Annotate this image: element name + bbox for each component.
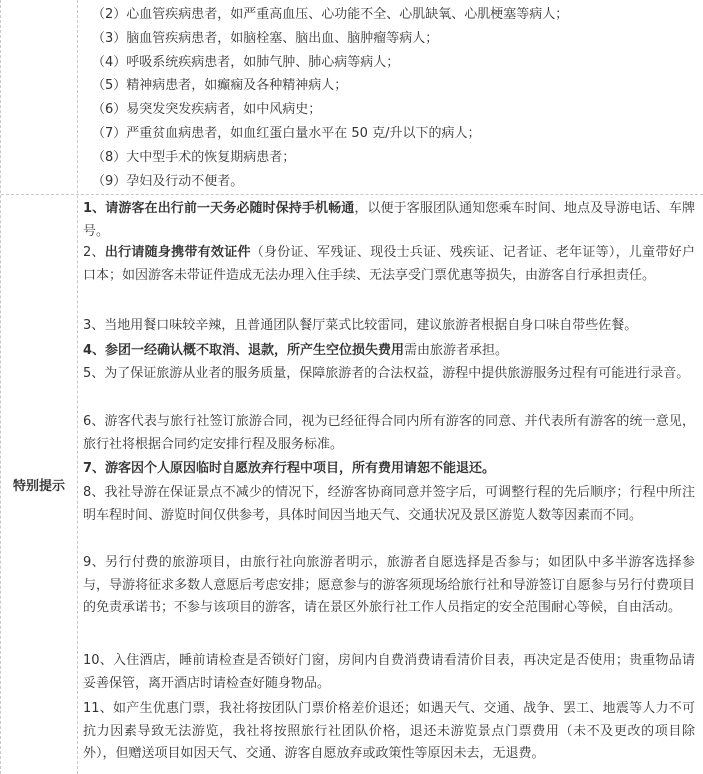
tip-6: 6、游客代表与旅行社签订旅游合同，视为已经征得合同内所有游客的同意、并代表所有游客的统一意见，旅行社将根据合同约定安排行程及服务标准。: [83, 414, 695, 452]
tip-5: 5、为了保证旅游从业者的服务质量，保障旅游者的合法权益，游程中提供旅游服务过程有可能进行录音。: [83, 366, 690, 381]
list-item: （3）脑血管疾病患者，如脑栓塞、脑出血、脑肿瘤等病人；: [92, 31, 439, 46]
list-item: （4）呼吸系统疾病患者，如肺气肿、肺心病等病人；: [92, 55, 400, 70]
tip-11: 11、如产生优惠门票，我社将按团队门票价格差价退还；如遇天气、交通、战争、罢工、地震等人力不可抗力因素导致无法游览，我社将按照旅行社团队价格，退还未游览景点门票费用（未不及更改的项目除外），但赠送项目如因天气、交通、游客自愿放弃或政策性等原因未去，无退费。: [83, 701, 695, 762]
tip-4-text: 需由旅游者承担。: [404, 343, 509, 358]
tip-8: 8、我社导游在保证景点不减少的情况下，经游客协商同意并签字后，可调整行程的先后顺序；行程中所注明车程时间、游览时间仅供参考，具体时间因当地天气、交通状况及景区游览人数等因素而不同。: [83, 485, 695, 523]
list-item: （5）精神病患者，如癫痫及各种精神病人；: [92, 78, 348, 93]
tip-4-emphasis: 4、参团一经确认概不取消、退款，所产生空位损失费用: [83, 343, 405, 358]
special-tips: [78, 194, 698, 774]
list-item: （2）心血管疾病患者，如严重高血压、心功能不全、心肌缺氧、心肌梗塞等病人；: [92, 7, 569, 22]
tip-2-text: （身份证、军残证、现役士兵证、残疾证、记者证、老年证等），儿童带好户口本；如因游客未带证件造成无法办理入住手续、无法享受门票优惠等损失，由游客自行承担责任。: [83, 245, 695, 283]
tip-3: 3、当地用餐口味较辛辣，且普通团队餐厅菜式比较雷同，建议旅游者根据自身口味自带些佐餐。: [83, 318, 638, 333]
tip-1-emphasis: 1、请游客在出行前一天务必随时保持手机畅通: [83, 201, 355, 216]
list-item: （8）大中型手术的恢复期病患者；: [92, 150, 296, 165]
tip-1: [83, 198, 695, 243]
tip-9: 9、另行付费的旅游项目，由旅行社向旅游者明示，旅游者自愿选择是否参与；如团队中多半游客选择参与，导游将征求多数人意愿后考虑安排；愿意参与的游客须现场给旅行社和导游签订自愿参与另行付费项目的免责承诺书；不参与该项目的游客，请在景区外旅行社工作人员指定的安全范围耐心等候，自由活动。: [83, 555, 695, 616]
tip-2-prefix: 2、: [83, 245, 105, 260]
health-restrictions-list: [78, 0, 698, 194]
list-item: （7）严重贫血病患者，如血红蛋白量水平在 50 克/升以下的病人；: [92, 126, 481, 141]
tip-7: 7、游客因个人原因临时自愿放弃行程中项目，所有费用请恕不能退还。: [83, 461, 496, 476]
tip-10: 10、入住酒店，睡前请检查是否锁好门窗，房间内自费消费请看清价目表，再决定是否使用；贵重物品请妥善保管，离开酒店时请检查好随身物品。: [83, 653, 695, 691]
list-item: （6）易突发突发疾病者，如中风病史；: [92, 102, 322, 117]
tip-2: [83, 242, 695, 287]
tip-1-text: ，以便于客服团队通知您乘车时间、地点及导游电话、车牌号。: [83, 201, 695, 239]
list-item: （9）孕妇及行动不便者。: [92, 174, 244, 189]
section-label: 特别提示: [12, 478, 65, 494]
tip-4: [83, 340, 695, 363]
tip-2-emphasis: 出行请随身携带有效证件: [104, 245, 251, 260]
